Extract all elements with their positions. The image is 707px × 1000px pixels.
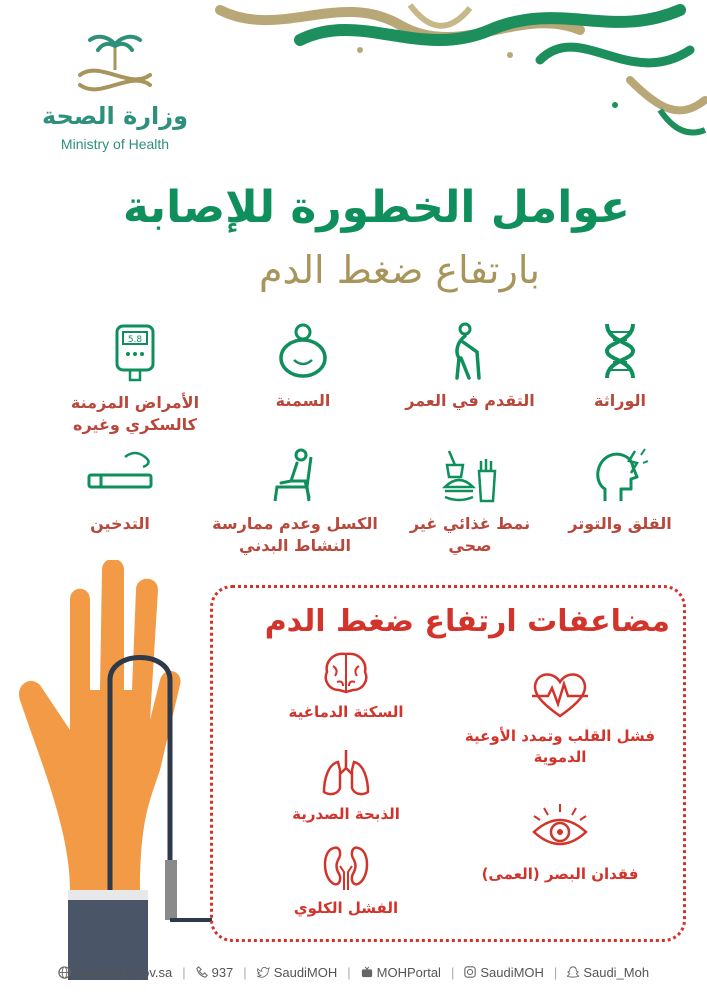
complication-label: السكتة الدماغية xyxy=(288,703,404,721)
risk-factor-chronic-disease xyxy=(45,322,225,436)
dna-icon xyxy=(595,322,645,380)
risk-factor-label: الوراثة xyxy=(594,391,646,410)
snapchat-text: Saudi_Moh xyxy=(583,964,650,980)
risk-factor-label: التدخين xyxy=(90,514,150,533)
twitter-text: SaudiMOH xyxy=(273,964,338,980)
glucometer-icon xyxy=(113,322,157,382)
youtube-icon xyxy=(361,966,373,978)
lungs-icon xyxy=(320,748,372,798)
calligraphy-decoration xyxy=(160,0,707,150)
complication-angina xyxy=(246,748,446,825)
logo-english-text: Ministry of Health xyxy=(60,136,170,152)
youtube-link[interactable] xyxy=(361,965,441,980)
complication-label: الذبحة الصدرية xyxy=(292,805,400,823)
snapchat-link[interactable] xyxy=(567,965,649,980)
main-title: عوامل الخطورة للإصابة xyxy=(122,182,630,233)
fast-food-icon xyxy=(441,447,499,503)
subtitle: بارتفاع ضغط الدم xyxy=(259,248,540,292)
globe-icon xyxy=(58,966,71,979)
logo-arabic-text: وزارة الصحة xyxy=(41,102,189,130)
risk-factor-age xyxy=(395,322,545,412)
complication-label: فقدان البصر (العمى) xyxy=(481,865,639,883)
risk-factor-smoking xyxy=(45,447,195,535)
website-link[interactable] xyxy=(58,965,172,980)
meter-reading: 5.8 xyxy=(127,335,143,345)
moh-logo xyxy=(40,30,200,160)
risk-factor-unhealthy-diet xyxy=(395,447,545,557)
palm-logo-icon xyxy=(70,30,160,100)
sitting-person-icon xyxy=(267,447,323,503)
heart-pulse-icon xyxy=(530,670,590,720)
obesity-icon xyxy=(274,322,332,380)
complication-vision-loss xyxy=(460,802,660,885)
complication-label: الفشل الكلوي xyxy=(293,899,399,917)
complication-kidney-failure xyxy=(246,842,446,919)
complications-title: مضاعفات ارتفاع ضغط الدم xyxy=(264,604,670,639)
complication-label: فشل القلب وتمدد الأوعية الدموية xyxy=(464,727,656,766)
risk-factor-heredity xyxy=(545,322,695,412)
snapchat-icon xyxy=(567,966,579,978)
instagram-text: SaudiMOH xyxy=(480,964,544,980)
cigarette-icon xyxy=(85,447,155,503)
raised-hand-illustration xyxy=(0,560,230,980)
complication-heart-failure xyxy=(460,670,660,768)
phone-text: 937 xyxy=(211,964,234,980)
complication-stroke xyxy=(246,650,446,723)
footer-contacts: www.moh.gov.sa | 937 | SaudiMOH | MOHPortal | SaudiMOH | Saudi_Moh xyxy=(20,958,687,986)
risk-factor-stress xyxy=(545,447,695,535)
website-text: www.moh.gov.sa xyxy=(74,964,173,980)
youtube-text: MOHPortal xyxy=(376,964,441,980)
twitter-link[interactable] xyxy=(257,965,338,980)
risk-factor-label: نمط غذائي غير صحي xyxy=(409,514,531,555)
risk-factor-label: التقدم في العمر xyxy=(405,391,535,410)
elderly-icon xyxy=(445,322,495,380)
instagram-link[interactable] xyxy=(464,965,544,980)
risk-factor-label: السمنة xyxy=(275,391,331,410)
twitter-icon xyxy=(257,966,270,978)
instagram-icon xyxy=(464,966,476,978)
risk-factor-label: القلق والتوتر xyxy=(568,514,672,533)
phone-icon xyxy=(196,966,208,978)
phone-link[interactable] xyxy=(196,965,234,980)
brain-icon xyxy=(321,650,371,696)
stressed-head-icon xyxy=(591,447,649,503)
risk-factor-label: الكسل وعدم ممارسة النشاط البدني xyxy=(212,514,378,555)
risk-factor-inactivity xyxy=(200,447,390,557)
risk-factor-obesity xyxy=(228,322,378,412)
risk-factor-label: الأمراض المزمنة كالسكري وغيره xyxy=(70,393,200,434)
eye-icon xyxy=(530,802,590,858)
kidney-icon xyxy=(320,842,372,892)
